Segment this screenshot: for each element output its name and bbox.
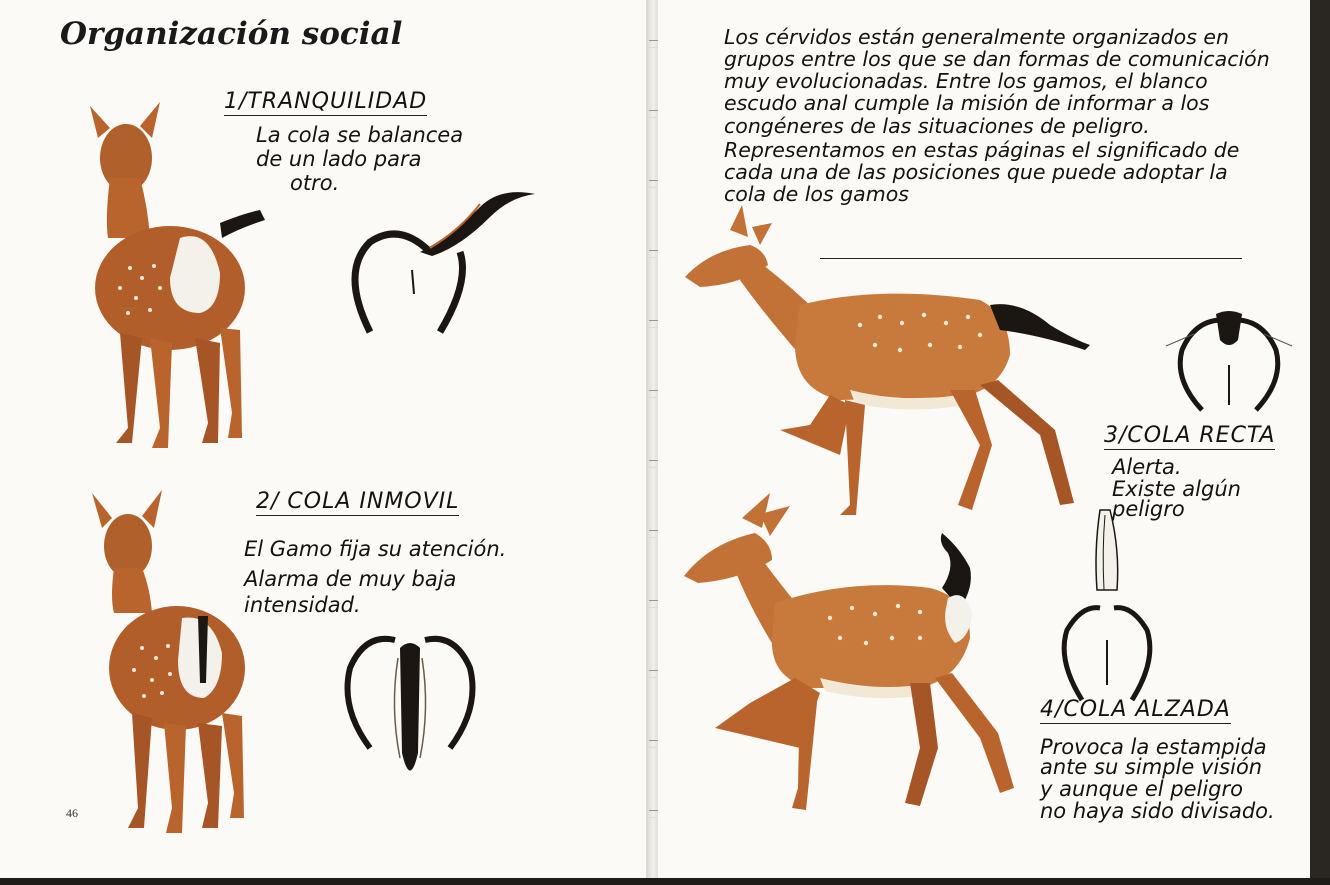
deer-rear-view-tail-swinging <box>70 98 280 458</box>
tail-raised-diagram <box>1052 510 1162 715</box>
tail-straight-diagram <box>1164 310 1294 420</box>
deer-walking-tail-straight <box>680 205 1100 520</box>
section-2-text-line-1: El Gamo fija su atención. <box>244 537 507 561</box>
tail-tranquility-diagram <box>340 182 550 342</box>
tail-still-diagram <box>340 628 480 793</box>
section-4-text-line-4: no haya sido divisado. <box>1040 799 1275 823</box>
deer-running-tail-raised <box>680 488 1040 823</box>
section-2-heading: 2/ COLA INMOVIL <box>256 490 459 516</box>
section-1-text-line-3: otro. <box>290 171 340 195</box>
section-3-text-line-1: Alerta. <box>1112 455 1182 479</box>
section-1-text-line-2: de un lado para <box>256 147 422 171</box>
section-4-text-line-2: ante su simple visión <box>1040 755 1263 779</box>
section-4-text-line-3: y aunque el peligro <box>1040 777 1243 801</box>
left-page <box>0 0 652 878</box>
book-bottom-edge <box>0 878 1330 885</box>
intro-paragraph-2: Representamos en estas páginas el significado de cada una de las posiciones que puede adoptar la cola de los gamos <box>724 137 1240 206</box>
page-number: 46 <box>66 806 78 820</box>
deer-rear-view-tail-still <box>82 488 262 848</box>
intro-text <box>724 26 1270 207</box>
section-4-heading: 4/COLA ALZADA <box>1040 698 1231 724</box>
section-2-text-line-2: Alarma de muy baja <box>244 567 457 591</box>
section-4-text-line-1: Provoca la estampida <box>1040 735 1267 759</box>
section-2-text-line-3: intensidad. <box>244 593 361 617</box>
section-3-heading: 3/COLA RECTA <box>1104 424 1275 450</box>
section-3-text-line-3: peligro <box>1112 497 1185 521</box>
section-1-text-line-1: La cola se balancea <box>256 123 464 147</box>
section-3-text-line-2: Existe algún <box>1112 477 1241 501</box>
intro-paragraph-1: Los cérvidos están generalmente organizados en grupos entre los que se dan formas de comunicación muy evolucionadas. Entre los gamos, el blanco escudo anal cumple la misión de informar a los congéneres de las situaciones de peligro. <box>724 25 1270 138</box>
page-title: Organización social <box>60 16 403 52</box>
section-1-heading: 1/TRANQUILIDAD <box>224 90 427 116</box>
